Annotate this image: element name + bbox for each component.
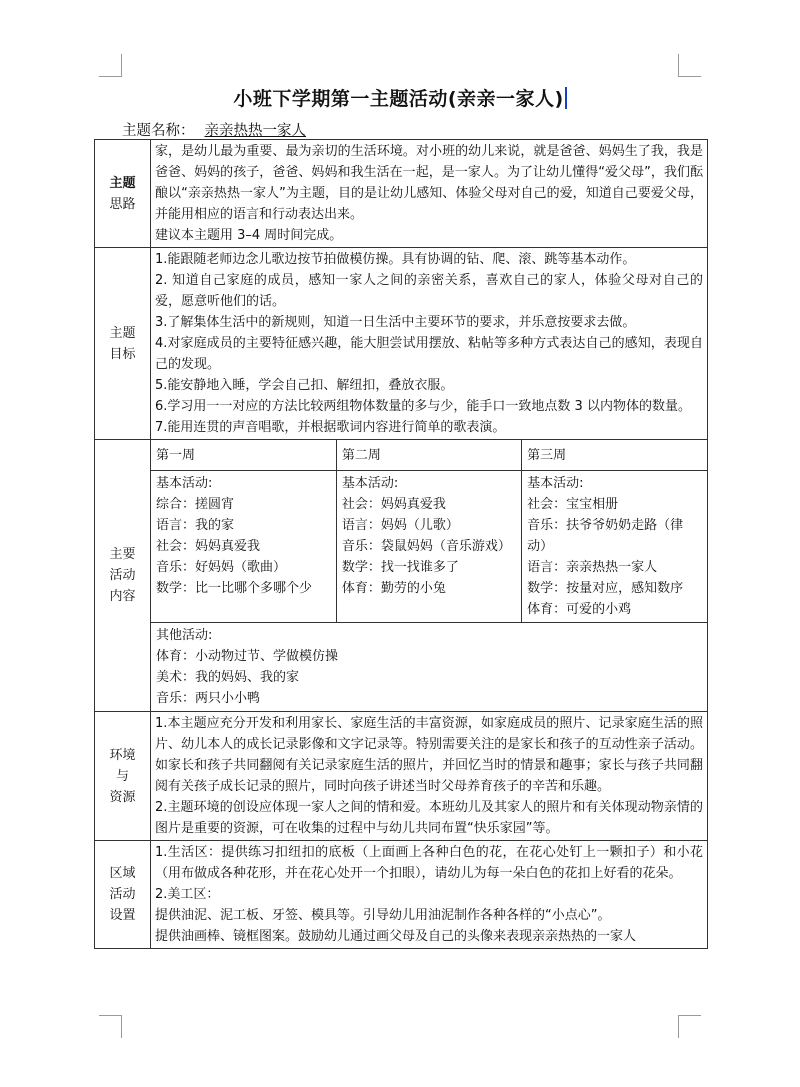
theme-name-line xyxy=(122,119,306,140)
label-goals-line2: 目标 xyxy=(109,346,136,362)
area-item: 提供油泥、泥工板、牙签、模具等。引导幼儿用油泥制作各种各样的“小点心”。 xyxy=(155,908,611,923)
area-item: 1.生活区：提供练习扣纽扣的底板（上面画上各种白色的花，在花心处钉上一颗扣子）和小花（用布做成各种花形，并在花心处开一个扣眼），请幼儿为每一朵白色的花扣上好看的花朵。 xyxy=(155,845,703,881)
week1-line: 数学：比一比哪个多哪个少 xyxy=(156,581,313,596)
crop-mark-bottom-right xyxy=(678,1015,701,1038)
week3-line: 音乐：扶爷爷奶奶走路（律动） xyxy=(527,518,684,554)
week1-line: 音乐：好妈妈（歌曲） xyxy=(156,560,287,575)
goal-item: 5.能安静地入睡，学会自己扣、解纽扣，叠放衣服。 xyxy=(155,378,454,393)
goal-item: 3.了解集体生活中的新规则，知道一日生活中主要环节的要求，并乐意按要求去做。 xyxy=(155,315,636,330)
weekly-activities-table xyxy=(151,440,707,623)
goal-item: 7.能用连贯的声音唱歌，并根据歌词内容进行简单的歌表演。 xyxy=(155,420,506,435)
row-area xyxy=(95,841,708,949)
document-title[interactable] xyxy=(0,84,800,111)
label-area xyxy=(95,841,151,949)
theme-name-label: 主题名称： xyxy=(122,123,195,139)
theme-name-value: 亲亲热热一家人 xyxy=(204,123,306,139)
document-title-text: 小班下学期第一主题活动(亲亲一家人) xyxy=(233,88,564,110)
week1-header: 第一周 xyxy=(151,440,336,471)
label-area-line2: 活动 xyxy=(109,887,136,902)
week3-header: 第三周 xyxy=(522,440,707,471)
goal-item: 2. 知道自己家庭的成员，感知一家人之间的亲密关系，喜欢自己的家人，体验父母对自己的爱，愿意听他们的话。 xyxy=(155,273,703,309)
week2-line: 社会：妈妈真爱我 xyxy=(341,497,446,512)
crop-mark-bottom-left xyxy=(99,1015,122,1038)
label-activities-line3: 内容 xyxy=(109,589,136,604)
crop-mark-top-left xyxy=(99,54,122,77)
content-environment xyxy=(151,712,708,841)
goal-item: 1.能跟随老师边念儿歌边按节拍做模仿操。具有协调的钻、爬、滚、跳等基本动作。 xyxy=(155,252,636,267)
content-activities xyxy=(151,440,708,712)
other-activities-line: 音乐：两只小小鸭 xyxy=(156,691,261,706)
text-cursor xyxy=(565,87,567,109)
week2-cell xyxy=(336,471,521,623)
week3-cell xyxy=(522,471,707,623)
label-goals xyxy=(95,248,151,440)
label-activities-line1: 主要 xyxy=(109,547,136,562)
theme-plan-table xyxy=(94,139,708,949)
content-goals xyxy=(151,248,708,440)
week3-line: 数学：按量对应，感知数序 xyxy=(527,581,684,596)
label-thinking-line1: 主题 xyxy=(109,175,136,191)
week1-line: 基本活动: xyxy=(156,476,213,491)
week2-line: 语言：妈妈（儿歌） xyxy=(341,518,459,533)
other-activities-line: 美术：我的妈妈、我的家 xyxy=(156,670,300,685)
label-thinking-line2: 思路 xyxy=(109,196,136,212)
label-environment-line1: 环境 xyxy=(109,747,136,763)
row-activities xyxy=(95,440,708,712)
week2-header: 第二周 xyxy=(336,440,521,471)
label-environment-line2: 与 xyxy=(115,768,129,784)
content-thinking xyxy=(151,140,708,248)
environment-item: 2.主题环境的创设应体现一家人之间的情和爱。本班幼儿及其家人的照片和有关体现动物亲情的图片是重要的资源，可在收集的过程中与幼儿共同布置“快乐家园”等。 xyxy=(155,800,703,836)
other-activities-line: 其他活动: xyxy=(156,628,213,643)
label-environment xyxy=(95,712,151,841)
goal-item: 6.学习用一一对应的方法比较两组物体数量的多与少，能手口一致地点数 3 以内物体的数量。 xyxy=(155,399,691,414)
label-activities-line2: 活动 xyxy=(109,568,136,583)
environment-item: 1.本主题应充分开发和利用家长、家庭生活的丰富资源，如家庭成员的照片、记录家庭生活的照片、幼儿本人的成长记录影像和文字记录等。特别需要关注的是家长和孩子的互动性亲子活动。如家长和孩子共同翻阅有关记录家庭生活的照片，并回忆当时的情景和趣事；家长与孩子共同翻阅有关孩子成长记录的照片，同时向孩子讲述当时父母养育孩子的辛苦和乐趣。 xyxy=(155,716,703,794)
area-item: 提供油画棒、镜框图案。鼓励幼儿通过画父母及自己的头像来表现亲亲热热的一家人 xyxy=(155,929,637,944)
label-environment-line3: 资源 xyxy=(109,789,136,805)
row-environment xyxy=(95,712,708,841)
thinking-duration: 建议本主题用 3–4 周时间完成。 xyxy=(155,228,343,243)
week1-line: 社会：妈妈真爱我 xyxy=(156,539,261,554)
label-area-line3: 设置 xyxy=(109,908,136,923)
other-activities-line: 体育：小动物过节、学做模仿操 xyxy=(156,649,339,664)
week1-cell xyxy=(151,471,336,623)
area-item: 2.美工区： xyxy=(155,887,220,902)
weeks-body-row xyxy=(151,471,707,623)
week3-line: 体育：可爱的小鸡 xyxy=(527,602,632,617)
week3-line: 社会：宝宝相册 xyxy=(527,497,619,512)
label-thinking xyxy=(95,140,151,248)
week2-line: 体育：勤劳的小兔 xyxy=(341,581,446,596)
weeks-header-row xyxy=(151,440,707,471)
crop-mark-top-right xyxy=(678,54,701,77)
week2-line: 基本活动: xyxy=(341,476,399,491)
week1-line: 综合：搓圆宵 xyxy=(156,497,235,512)
week3-line: 语言：亲亲热热一家人 xyxy=(527,560,658,575)
label-area-line1: 区域 xyxy=(109,866,136,881)
other-activities xyxy=(151,623,707,711)
week3-line: 基本活动: xyxy=(527,476,584,491)
week2-line: 数学：找一找谁多了 xyxy=(341,560,459,575)
goal-item: 4.对家庭成员的主要特征感兴趣，能大胆尝试用摆放、粘帖等多种方式表达自己的感知，表现自己的发现。 xyxy=(155,336,703,372)
label-goals-line1: 主题 xyxy=(109,325,136,341)
content-area xyxy=(151,841,708,949)
row-goals xyxy=(95,248,708,440)
week2-line: 音乐：袋鼠妈妈（音乐游戏） xyxy=(341,539,511,554)
week1-line: 语言：我的家 xyxy=(156,518,235,533)
label-activities xyxy=(95,440,151,712)
row-thinking xyxy=(95,140,708,248)
thinking-paragraph: 家，是幼儿最为重要、最为亲切的生活环境。对小班的幼儿来说，就是爸爸、妈妈生了我，我是爸爸、妈妈的孩子，爸爸、妈妈和我生活在一起，是一家人。为了让幼儿懂得“爱父母”，我们酝酿以“亲亲热热一家人”为主题，目的是让幼儿感知、体验父母对自己的爱，知道自己要爱父母，并能用相应的语言和行动表达出来。 xyxy=(155,144,703,222)
